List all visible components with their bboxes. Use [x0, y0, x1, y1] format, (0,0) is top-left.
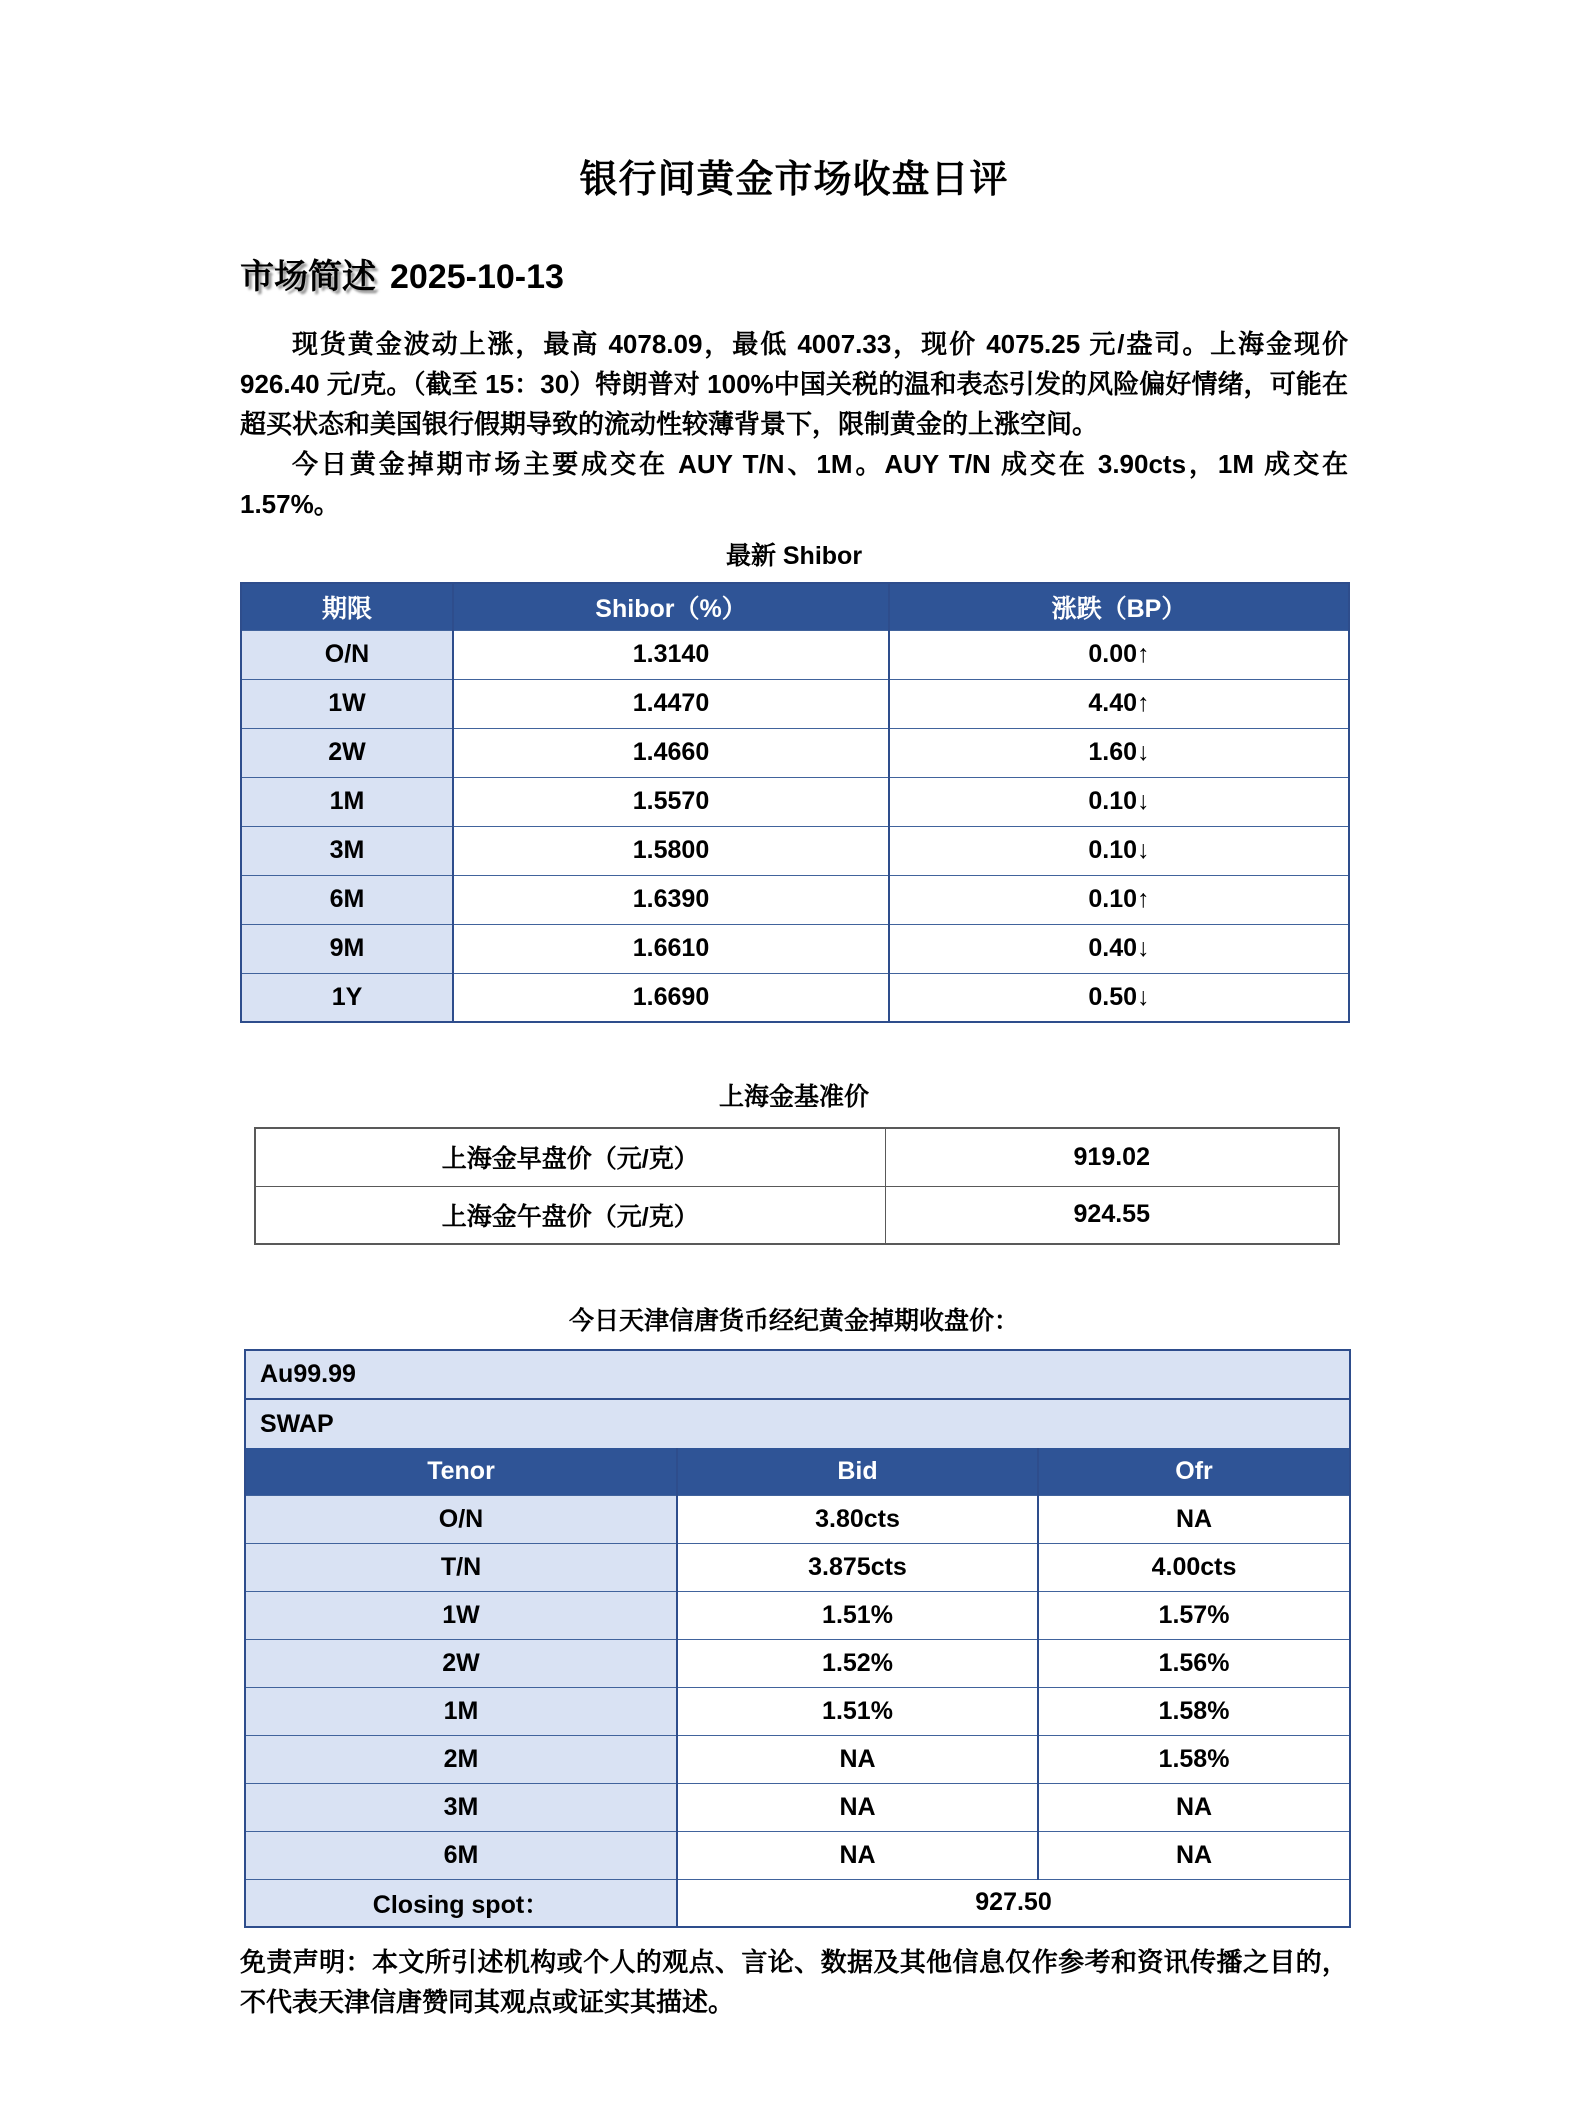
shanghai-gold-label: 上海金午盘价（元/克）: [255, 1186, 885, 1244]
shibor-row: [241, 728, 1349, 777]
shibor-tenor-cell: 1Y: [241, 973, 453, 1022]
shibor-change-cell: 0.50↓: [889, 973, 1349, 1022]
swap-tenor-cell: 2M: [245, 1735, 677, 1783]
shibor-tenor-cell: 9M: [241, 924, 453, 973]
swap-table: [244, 1349, 1351, 1928]
swap-header-tenor: Tenor: [245, 1448, 677, 1495]
swap-ofr-cell: 4.00cts: [1038, 1543, 1350, 1591]
section-heading: [240, 249, 1348, 298]
shibor-change-cell: 0.40↓: [889, 924, 1349, 973]
swap-bid-cell: 1.52%: [677, 1639, 1038, 1687]
closing-spot-value: 927.50: [677, 1879, 1350, 1927]
shibor-table: [240, 582, 1350, 1023]
closing-spot-label: Closing spot：: [245, 1879, 677, 1927]
swap-tenor-cell: 3M: [245, 1783, 677, 1831]
shibor-change-cell: 0.00↑: [889, 630, 1349, 679]
shibor-header-rate: Shibor（%）: [453, 583, 889, 630]
shibor-row: [241, 924, 1349, 973]
shibor-tenor-cell: 1W: [241, 679, 453, 728]
shanghai-gold-table: [254, 1127, 1340, 1245]
shibor-header-change: 涨跌（BP）: [889, 583, 1349, 630]
shibor-rate-cell: 1.4660: [453, 728, 889, 777]
swap-ofr-cell: NA: [1038, 1495, 1350, 1543]
shibor-rate-cell: 1.4470: [453, 679, 889, 728]
shanghai-gold-row: [255, 1186, 1339, 1244]
swap-header-row: [245, 1448, 1350, 1495]
swap-product-label: Au99.99: [245, 1350, 1350, 1399]
section-heading-label: 市场简述: [240, 258, 376, 296]
swap-bid-cell: 1.51%: [677, 1687, 1038, 1735]
swap-row: [245, 1591, 1350, 1639]
shibor-tenor-cell: 2W: [241, 728, 453, 777]
shibor-change-cell: 0.10↓: [889, 826, 1349, 875]
swap-bid-cell: NA: [677, 1735, 1038, 1783]
swap-bid-cell: NA: [677, 1831, 1038, 1879]
swap-tenor-cell: 6M: [245, 1831, 677, 1879]
shanghai-gold-value: 924.55: [885, 1186, 1339, 1244]
swap-tenor-cell: 2W: [245, 1639, 677, 1687]
swap-row: [245, 1543, 1350, 1591]
swap-bid-cell: 3.875cts: [677, 1543, 1038, 1591]
swap-row: [245, 1831, 1350, 1879]
swap-table-heading: 今日天津信唐货币经纪黄金掉期收盘价：: [568, 1307, 1019, 1335]
swap-bid-cell: 3.80cts: [677, 1495, 1038, 1543]
shibor-header-tenor: 期限: [241, 583, 453, 630]
swap-ofr-cell: NA: [1038, 1783, 1350, 1831]
market-summary-paragraph-2: 今日黄金掉期市场主要成交在 AUY T/N、1M。AUY T/N 成交在 3.90cts，1M 成交在 1.57%。: [240, 449, 1348, 519]
shibor-table-heading: 最新 Shibor: [725, 542, 863, 570]
shibor-change-cell: 4.40↑: [889, 679, 1349, 728]
swap-tenor-cell: 1W: [245, 1591, 677, 1639]
disclaimer-text: 免责声明：本文所引述机构或个人的观点、言论、数据及其他信息仅作参考和资讯传播之目的，不代表天津信唐赞同其观点或证实其描述。: [240, 1947, 1348, 2017]
shibor-row: [241, 973, 1349, 1022]
shibor-rate-cell: 1.3140: [453, 630, 889, 679]
shibor-row: [241, 679, 1349, 728]
swap-bid-cell: NA: [677, 1783, 1038, 1831]
shibor-tenor-cell: O/N: [241, 630, 453, 679]
shibor-rate-cell: 1.5570: [453, 777, 889, 826]
swap-tenor-cell: O/N: [245, 1495, 677, 1543]
report-date: 2025-10-13: [390, 258, 564, 296]
shibor-change-cell: 1.60↓: [889, 728, 1349, 777]
swap-row: [245, 1783, 1350, 1831]
swap-header-ofr: Ofr: [1038, 1448, 1350, 1495]
swap-instrument-label: SWAP: [245, 1399, 1350, 1448]
swap-bid-cell: 1.51%: [677, 1591, 1038, 1639]
shibor-change-cell: 0.10↑: [889, 875, 1349, 924]
swap-ofr-cell: 1.57%: [1038, 1591, 1350, 1639]
swap-row: [245, 1735, 1350, 1783]
shibor-header-row: [241, 583, 1349, 630]
swap-tenor-cell: T/N: [245, 1543, 677, 1591]
shibor-row: [241, 630, 1349, 679]
shanghai-gold-row: [255, 1128, 1339, 1186]
shibor-row: [241, 826, 1349, 875]
swap-tenor-cell: 1M: [245, 1687, 677, 1735]
shibor-tenor-cell: 3M: [241, 826, 453, 875]
shanghai-gold-value: 919.02: [885, 1128, 1339, 1186]
report-page: [240, 0, 1348, 2022]
swap-ofr-cell: 1.58%: [1038, 1735, 1350, 1783]
swap-ofr-cell: 1.58%: [1038, 1687, 1350, 1735]
shibor-row: [241, 875, 1349, 924]
swap-row: [245, 1639, 1350, 1687]
shanghai-gold-heading: 上海金基准价: [718, 1083, 869, 1111]
shibor-rate-cell: 1.6610: [453, 924, 889, 973]
shibor-rate-cell: 1.5800: [453, 826, 889, 875]
shanghai-gold-label: 上海金早盘价（元/克）: [255, 1128, 885, 1186]
swap-ofr-cell: NA: [1038, 1831, 1350, 1879]
swap-instrument-row: [245, 1399, 1350, 1448]
swap-ofr-cell: 1.56%: [1038, 1639, 1350, 1687]
shibor-tenor-cell: 1M: [241, 777, 453, 826]
swap-header-bid: Bid: [677, 1448, 1038, 1495]
market-summary-paragraph-1: 现货黄金波动上涨，最高 4078.09，最低 4007.33，现价 4075.25 元/盎司。上海金现价 926.40 元/克。（截至 15：30）特朗普对 100%中国关税的温和表态引发的风险偏好情绪，可能在超买状态和美国银行假期导致的流动性较薄背景下，限制黄金的上涨空间。: [240, 329, 1348, 439]
shibor-change-cell: 0.10↓: [889, 777, 1349, 826]
swap-closing-spot-row: [245, 1879, 1350, 1927]
swap-row: [245, 1495, 1350, 1543]
shibor-row: [241, 777, 1349, 826]
swap-product-row: [245, 1350, 1350, 1399]
shibor-tenor-cell: 6M: [241, 875, 453, 924]
document-title: 银行间黄金市场收盘日评: [579, 159, 1009, 201]
swap-row: [245, 1687, 1350, 1735]
shibor-rate-cell: 1.6690: [453, 973, 889, 1022]
shibor-rate-cell: 1.6390: [453, 875, 889, 924]
